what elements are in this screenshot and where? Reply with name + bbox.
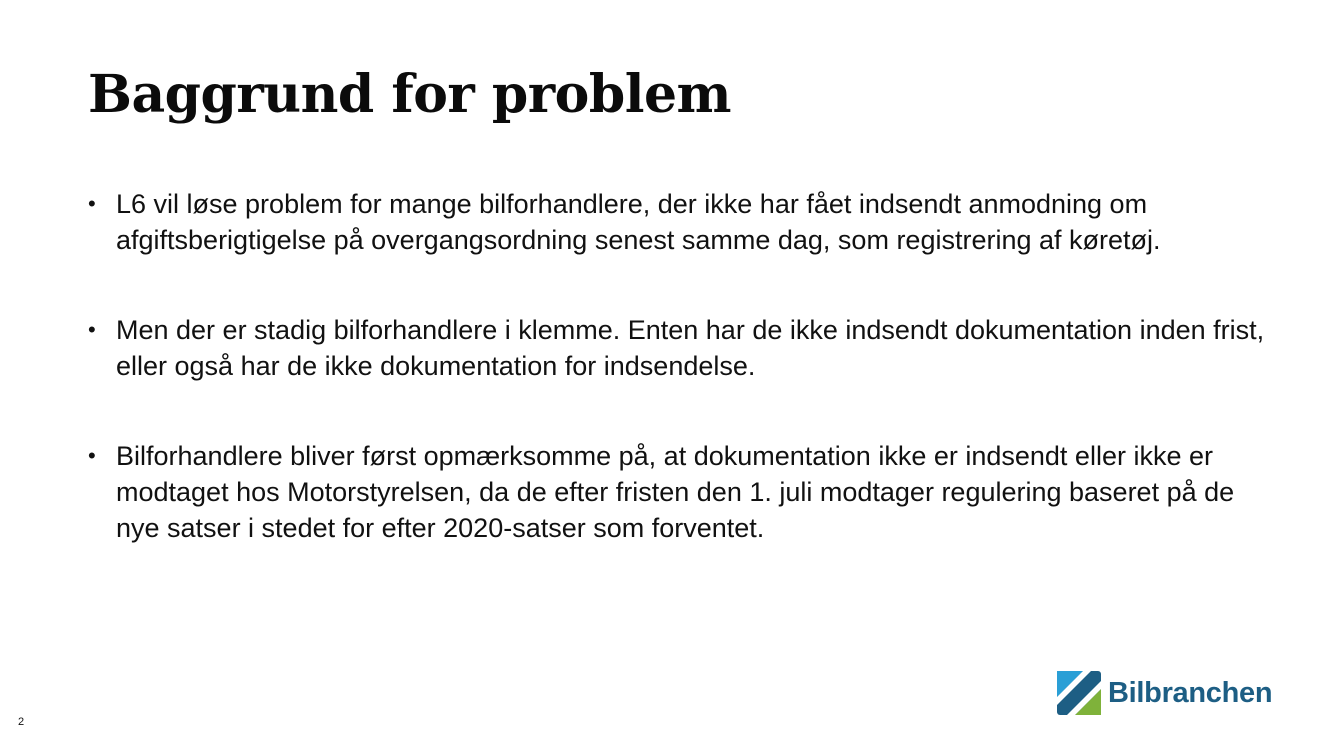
bullet-item [88,312,1278,384]
logo-text: Bilbranchen [1108,676,1273,709]
bullet-marker: • [88,191,96,216]
bullet-item [88,438,1278,546]
bullet-text: Bilforhandlere bliver først opmærksomme på, at dokumentation ikke er indsendt eller ikke er modtaget hos Motorstyrelsen, da de efter fristen den 1. juli modtager regulering baseret på de nye satser i stedet for efter 2020-satser som forventet. [116,441,1235,543]
bilbranchen-logo-icon [1057,671,1101,715]
bullet-text: L6 vil løse problem for mange bilforhandlere, der ikke har fået indsendt anmodning om afgiftsberigtigelse på overgangsordning senest samme dag, som registrering af køretøj. [116,189,1161,255]
bullet-list [88,186,1278,600]
bilbranchen-logo [1057,670,1272,716]
page-number: 2 [18,716,25,728]
bullet-text: Men der er stadig bilforhandlere i klemme. Enten har de ikke indsendt dokumentation inden frist, eller også har de ikke dokumentation for indsendelse. [116,315,1265,381]
slide-title: Baggrund for problem [88,64,732,125]
bullet-marker: • [88,443,96,468]
bullet-marker: • [88,317,96,342]
bullet-item [88,186,1278,258]
